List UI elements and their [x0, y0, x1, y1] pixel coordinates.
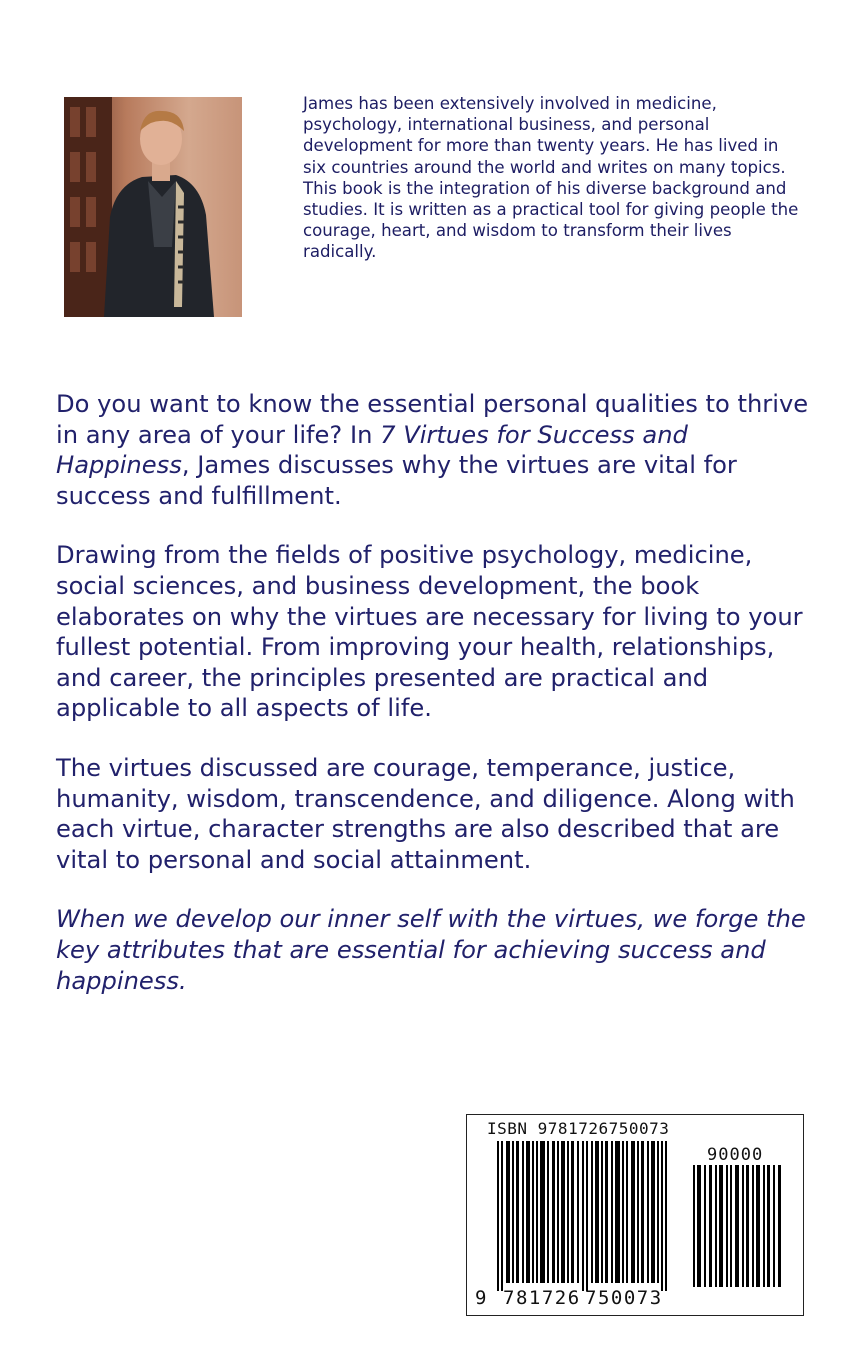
blurb-paragraph-2: Drawing from the fields of positive psychology, medicine, social sciences, and business development, the book elaborates on why the virtues are necessary for living to your fullest potential. From improving your health, relationships, and career, the principles presented are practical and applicable to all aspects of life. [56, 541, 803, 723]
isbn-label: ISBN 9781726750073 [487, 1119, 670, 1138]
back-cover-blurb [56, 389, 816, 1025]
barcode-main-bars [497, 1141, 677, 1291]
author-photo [64, 97, 242, 317]
isbn-barcode [466, 1114, 804, 1316]
book-title: 7 Virtues for Success and Happiness [56, 420, 688, 480]
barcode-digits-left: 781726 [503, 1287, 581, 1309]
barcode-addon-bars [693, 1165, 783, 1287]
price-code: 90000 [707, 1145, 764, 1165]
blurb-paragraph-1 [56, 389, 816, 511]
blurb-paragraph-3: The virtues discussed are courage, temperance, justice, humanity, wisdom, transcendence, and diligence. Along with each virtue, character strengths are also described that are vital to personal and social attainment. [56, 753, 795, 874]
blurb-p1-rest: , James discusses why the virtues are vital for success and fulfillment. [56, 451, 737, 510]
barcode-digit-lead: 9 [475, 1287, 487, 1309]
author-bio: James has been extensively involved in medicine, psychology, international business, and personal development for more than twenty years. He has lived in six countries around the world and writes on many topics. This book is the integration of his diverse background and studies. It is written as a practical tool for giving people the courage, heart, and wisdom to transform their lives radically. [303, 94, 799, 262]
blurb-closing-quote: When we develop our inner self with the virtues, we forge the key attributes that are essential for achieving success and happiness. [56, 905, 806, 995]
blurb-p1-intro: Do you want to know the essential personal qualities to thrive in any area of your life? In [56, 390, 809, 449]
barcode-digits-right: 750073 [585, 1287, 663, 1309]
author-portrait-image [64, 97, 242, 317]
